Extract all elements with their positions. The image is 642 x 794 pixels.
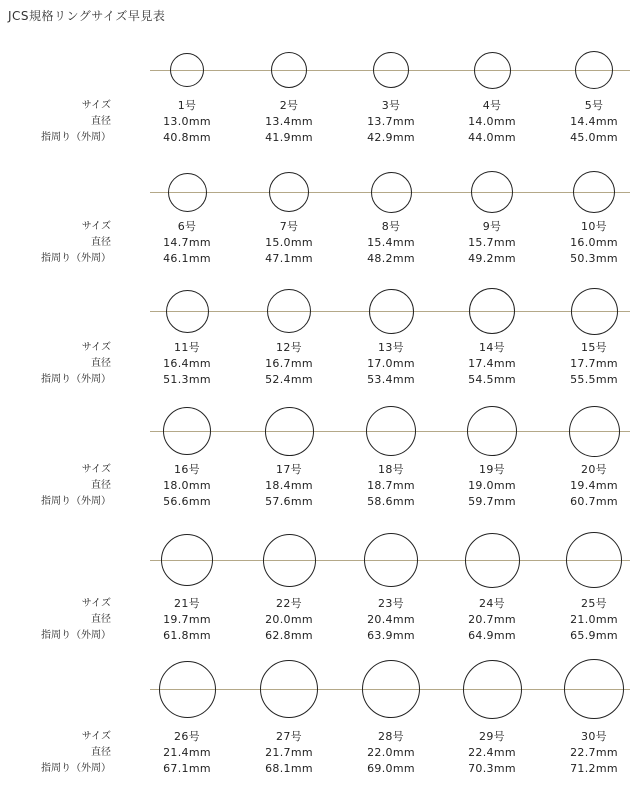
circumference-value: 61.8mm <box>163 629 211 642</box>
circumference-value: 70.3mm <box>468 762 516 775</box>
ring-circle <box>566 532 622 588</box>
size-value: 28号 <box>378 730 404 743</box>
circumference-value: 52.4mm <box>265 373 313 386</box>
circumference-value: 47.1mm <box>265 252 313 265</box>
size-value: 24号 <box>479 597 505 610</box>
diameter-value: 15.4mm <box>367 236 415 249</box>
ring-circle <box>465 533 520 588</box>
size-value: 1号 <box>177 99 197 112</box>
ring-circle <box>267 289 311 333</box>
row-label-diameter: 直径 <box>91 747 111 758</box>
diameter-value: 20.0mm <box>265 613 313 626</box>
diameter-value: 15.0mm <box>265 236 313 249</box>
size-value: 12号 <box>276 341 302 354</box>
ring-circle <box>269 172 309 212</box>
circumference-value: 69.0mm <box>367 762 415 775</box>
row-label-circumference: 指周り（外周） <box>41 253 111 264</box>
diameter-value: 18.0mm <box>163 479 211 492</box>
row-label-circumference: 指周り（外周） <box>41 763 111 774</box>
circumference-value: 63.9mm <box>367 629 415 642</box>
circumference-value: 45.0mm <box>570 131 618 144</box>
size-value: 5号 <box>584 99 604 112</box>
circumference-value: 56.6mm <box>163 495 211 508</box>
diameter-value: 22.7mm <box>570 746 618 759</box>
ring-circle <box>161 534 213 586</box>
ring-circle <box>371 172 412 213</box>
circumference-value: 46.1mm <box>163 252 211 265</box>
size-value: 15号 <box>581 341 607 354</box>
diameter-value: 13.0mm <box>163 115 211 128</box>
row-label-size: サイズ <box>81 464 111 475</box>
diameter-value: 13.7mm <box>367 115 415 128</box>
ring-circle <box>260 660 318 718</box>
circumference-value: 55.5mm <box>570 373 618 386</box>
ring-circle <box>469 288 515 334</box>
ring-circle <box>564 659 624 719</box>
circumference-value: 44.0mm <box>468 131 516 144</box>
ring-circle <box>163 407 211 455</box>
circumference-value: 50.3mm <box>570 252 618 265</box>
size-value: 2号 <box>279 99 299 112</box>
size-value: 18号 <box>378 463 404 476</box>
diameter-value: 19.7mm <box>163 613 211 626</box>
ring-circle <box>575 51 613 89</box>
size-value: 10号 <box>581 220 607 233</box>
circumference-value: 68.1mm <box>265 762 313 775</box>
size-value: 6号 <box>177 220 197 233</box>
ring-circle <box>471 171 513 213</box>
ring-circle <box>366 406 416 456</box>
page-title: JCS規格リングサイズ早見表 <box>8 9 166 23</box>
diameter-value: 20.7mm <box>468 613 516 626</box>
circumference-value: 58.6mm <box>367 495 415 508</box>
ring-circle <box>263 534 316 587</box>
diameter-value: 17.0mm <box>367 357 415 370</box>
size-value: 7号 <box>279 220 299 233</box>
diameter-value: 19.0mm <box>468 479 516 492</box>
ring-circle <box>364 533 418 587</box>
ring-circle <box>168 173 207 212</box>
diameter-value: 15.7mm <box>468 236 516 249</box>
size-value: 26号 <box>174 730 200 743</box>
size-value: 8号 <box>381 220 401 233</box>
diameter-value: 17.7mm <box>570 357 618 370</box>
size-value: 30号 <box>581 730 607 743</box>
size-value: 21号 <box>174 597 200 610</box>
size-value: 9号 <box>482 220 502 233</box>
size-value: 22号 <box>276 597 302 610</box>
diameter-value: 21.7mm <box>265 746 313 759</box>
size-value: 4号 <box>482 99 502 112</box>
ring-circle <box>166 290 209 333</box>
size-value: 29号 <box>479 730 505 743</box>
diameter-value: 16.0mm <box>570 236 618 249</box>
size-value: 11号 <box>174 341 200 354</box>
ring-circle <box>369 289 414 334</box>
circumference-value: 59.7mm <box>468 495 516 508</box>
row-label-circumference: 指周り（外周） <box>41 374 111 385</box>
ring-circle <box>373 52 409 88</box>
size-value: 20号 <box>581 463 607 476</box>
circumference-value: 57.6mm <box>265 495 313 508</box>
diameter-value: 14.0mm <box>468 115 516 128</box>
ring-circle <box>271 52 307 88</box>
size-value: 13号 <box>378 341 404 354</box>
ring-circle <box>170 53 204 87</box>
row-label-circumference: 指周り（外周） <box>41 496 111 507</box>
circumference-value: 41.9mm <box>265 131 313 144</box>
ring-circle <box>467 406 517 456</box>
ring-circle <box>474 52 511 89</box>
size-value: 19号 <box>479 463 505 476</box>
row-label-size: サイズ <box>81 221 111 232</box>
row-label-diameter: 直径 <box>91 614 111 625</box>
circumference-value: 42.9mm <box>367 131 415 144</box>
circumference-value: 40.8mm <box>163 131 211 144</box>
ring-circle <box>573 171 615 213</box>
ring-circle <box>159 661 216 718</box>
size-value: 16号 <box>174 463 200 476</box>
size-value: 25号 <box>581 597 607 610</box>
diameter-value: 22.4mm <box>468 746 516 759</box>
size-value: 27号 <box>276 730 302 743</box>
size-value: 17号 <box>276 463 302 476</box>
diameter-value: 21.0mm <box>570 613 618 626</box>
diameter-value: 16.7mm <box>265 357 313 370</box>
ring-circle <box>571 288 618 335</box>
row-label-size: サイズ <box>81 731 111 742</box>
circumference-value: 71.2mm <box>570 762 618 775</box>
diameter-value: 18.7mm <box>367 479 415 492</box>
ring-circle <box>463 660 522 719</box>
size-value: 14号 <box>479 341 505 354</box>
circumference-value: 65.9mm <box>570 629 618 642</box>
row-label-circumference: 指周り（外周） <box>41 630 111 641</box>
circumference-value: 51.3mm <box>163 373 211 386</box>
diameter-value: 14.4mm <box>570 115 618 128</box>
ring-circle <box>265 407 314 456</box>
circumference-value: 54.5mm <box>468 373 516 386</box>
ring-circle <box>569 406 620 457</box>
circumference-value: 60.7mm <box>570 495 618 508</box>
diameter-value: 14.7mm <box>163 236 211 249</box>
circumference-value: 53.4mm <box>367 373 415 386</box>
row-label-diameter: 直径 <box>91 358 111 369</box>
row-label-size: サイズ <box>81 100 111 111</box>
diameter-value: 19.4mm <box>570 479 618 492</box>
row-label-circumference: 指周り（外周） <box>41 132 111 143</box>
circumference-value: 62.8mm <box>265 629 313 642</box>
diameter-value: 16.4mm <box>163 357 211 370</box>
diameter-value: 21.4mm <box>163 746 211 759</box>
size-value: 3号 <box>381 99 401 112</box>
diameter-value: 20.4mm <box>367 613 415 626</box>
diameter-value: 17.4mm <box>468 357 516 370</box>
circumference-value: 49.2mm <box>468 252 516 265</box>
ring-circle <box>362 660 420 718</box>
size-value: 23号 <box>378 597 404 610</box>
circumference-value: 64.9mm <box>468 629 516 642</box>
row-label-size: サイズ <box>81 598 111 609</box>
row-label-diameter: 直径 <box>91 237 111 248</box>
row-label-size: サイズ <box>81 342 111 353</box>
row-label-diameter: 直径 <box>91 116 111 127</box>
diameter-value: 13.4mm <box>265 115 313 128</box>
row-label-diameter: 直径 <box>91 480 111 491</box>
circumference-value: 48.2mm <box>367 252 415 265</box>
circumference-value: 67.1mm <box>163 762 211 775</box>
diameter-value: 18.4mm <box>265 479 313 492</box>
diameter-value: 22.0mm <box>367 746 415 759</box>
